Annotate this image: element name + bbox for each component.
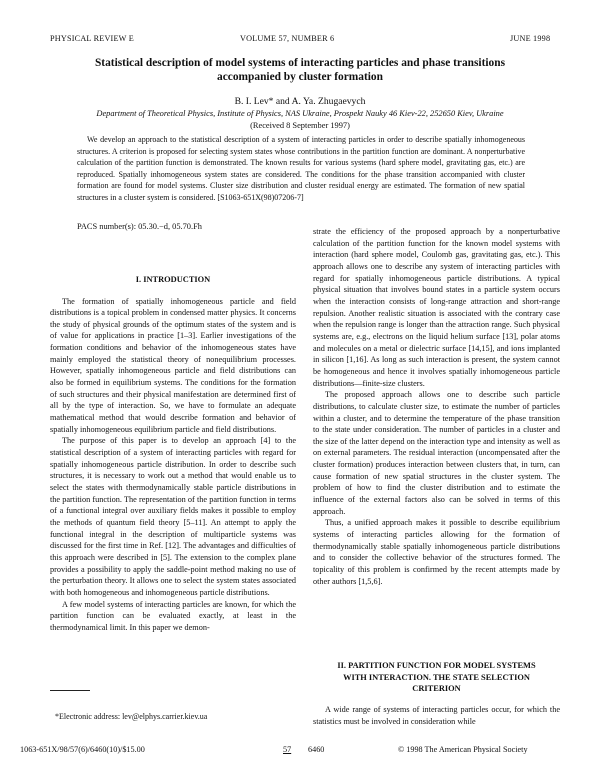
- footnote-rule: [50, 690, 90, 691]
- title-line-2: accompanied by cluster formation: [217, 71, 383, 83]
- paragraph: The proposed approach allows one to describe such particle distributions, to calculate cluster size, to estimate the number of particles within a cluster, and to determine the temperature of the phase transition to the state under consideration. The number of particles in a cluster and the size of the latter depend on the interaction type and intensity as well as on external parameters. The residual interaction (uncompensated after the cluster formation) produces interaction between clusters that, in turn, can cause formation of new spatial structures in the cluster system. The problem of how to find the cluster distribution and to estimate the influence of the external factors also can be solved in terms of this approach.: [313, 390, 560, 516]
- received-date: (Received 8 September 1997): [250, 121, 350, 130]
- section-2-heading-line-3: CRITERION: [412, 684, 461, 693]
- page-number: 6460: [308, 745, 325, 754]
- paragraph: Thus, a unified approach makes it possible to describe equilibrium systems of interacting particles allowing for the formation of thermodynamically stable spatially inhomogeneous particle distributions and to consider the collective behavior of the structures formed. The topicality of this problem is confirmed by the recent attempts made by other authors [1,5,6].: [313, 518, 560, 586]
- abstract: [77, 134, 525, 203]
- footnote: *Electronic address: lev@elphys.carrier.kiev.ua: [55, 712, 208, 721]
- section-1-heading: I. INTRODUCTION: [135, 275, 211, 284]
- right-column: [313, 226, 560, 587]
- paragraph: strate the efficiency of the proposed approach by a nonperturbative calculation of the partition function for the known model systems with interaction (hard sphere model, Coulomb gas, gravitating gas, etc.). This approach allows one to describe any system of interacting particles with regard for spatially inhomogeneous particle distributions. A typical physical situation that involves bound states in a particle system occurs when the interaction consists of long-range attraction and short-range repulsion. Another realistic situation is associated with the contrary case when the repulsion range is longer than the attraction range. Such physical systems are, e.g., electrons on the liquid helium surface [13], polar atoms and molecules on a metal or dielectric surface [14,15], and ions implanted in silicon [1,16]. As long as such interaction is present, the system cannot be homogeneous and hence it involves spatially inhomogeneous particle distributions—finite-size clusters.: [313, 227, 560, 388]
- section-2-body: [313, 704, 560, 727]
- paragraph: A wide range of systems of interacting particles occur, for which the statistics must be involved in consideration while: [313, 705, 560, 726]
- volume-number: VOLUME 57, NUMBER 6: [240, 34, 335, 43]
- section-2-heading-line-2: WITH INTERACTION. THE STATE SELECTION: [343, 672, 530, 682]
- issue-date: JUNE 1998: [510, 34, 551, 43]
- left-column: [50, 274, 296, 634]
- abstract-text: We develop an approach to the statistical description of a system of interacting particles in order to describe spatially inhomogeneous structures. A criterion is proposed for selecting system states whose contributions in the partition function are dominant. A nonperturbative calculation of the partition function is demonstrated. The known results for various systems (hard sphere model, gravitating gas, etc.) are reproduced. Spatially inhomogeneous system states are considered. The conditions for the phase transition accompanied with cluster formation are found for model systems. Cluster size distribution and cluster residual energy are estimated. The formation of new spatial structures in a cluster system is considered. [S1063-651X(98)07206-7]: [77, 135, 525, 202]
- pacs-numbers: PACS number(s): 05.30.−d, 05.70.Fh: [77, 222, 202, 231]
- affiliation: Department of Theoretical Physics, Institute of Physics, NAS Ukraine, Prospekt Nauky 46 Kiev-22, 252650 Kiev, Ukraine: [96, 109, 504, 118]
- copyright: © 1998 The American Physical Society: [398, 745, 528, 754]
- authors: B. I. Lev* and A. Ya. Zhugaevych: [234, 96, 366, 107]
- section-2-heading-line-1: II. PARTITION FUNCTION FOR MODEL SYSTEMS: [337, 661, 536, 670]
- title-line-1: Statistical description of model systems of interacting particles and phase transitions: [94, 57, 506, 69]
- journal-name: PHYSICAL REVIEW E: [50, 34, 134, 43]
- paragraph: A few model systems of interacting particles are known, for which the partition function can be evaluated exactly, at least in the thermodynamical limit. In this paper we demon-: [50, 599, 296, 632]
- paragraph: The formation of spatially inhomogeneous particle and field distributions is a topical problem in condensed matter physics. It concerns the study of physical grounds of the optimum states of the system and is of value for applications in practice [1–3]. Earlier investigations of the formation conditions and behavior of the inhomogeneous states have mainly employed the statistical theory of nonequilibrium processes. However, spatially inhomogeneous particle and field distributions can also be formed in equilibrium systems. The conditions for the formation of such structures and their physical manifestation are determined first of all by the type of interaction. So, we have to formulate an adequate mathematical method that would describe formation and behavior of spatially inhomogeneous equilibrium particle and field distributions.: [50, 296, 296, 434]
- paragraph: The purpose of this paper is to develop an approach [4] to the statistical description of a system of interacting particles with regard for spatially inhomogeneous particle distribution. In order to describe such structures, it is necessary to work out a method that would enable us to select the states with thermodynamically stable particle distributions in the partition function. The representation of the partition function in terms of a functional integral over auxiliary fields makes it possible to employ the methods of quantum field theory [5–11]. An attempt to apply the functional integral in the description of multiparticle systems was discussed for the first time in Ref. [12]. The advantages and difficulties of this approach were described in [5]. The extension to the complex plane provides a possibility to apply the saddle-point method making no use of the perturbation theory. It allows one to select the system states associated with both homogeneous and inhomogeneous particle distributions.: [50, 436, 296, 597]
- paper-title: [40, 56, 560, 84]
- footer-volume: 57: [283, 745, 292, 754]
- section-2-heading: [313, 660, 560, 695]
- footer-code: 1063-651X/98/57(6)/6460(10)/$15.00: [20, 745, 145, 754]
